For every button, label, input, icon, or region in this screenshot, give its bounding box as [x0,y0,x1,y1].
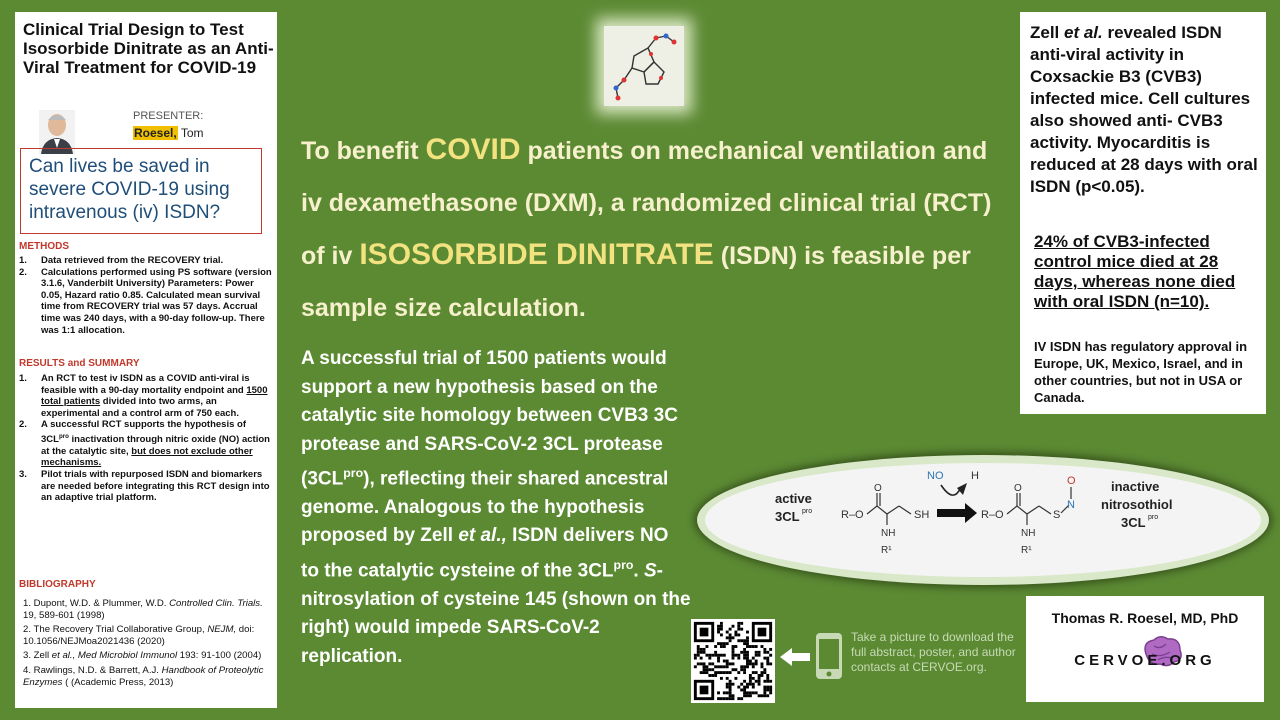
results-text-part: An RCT to test iv ISDN as a COVID anti-viral is feasible with a 90-day mortality endpoint and [41,373,250,396]
results-item-text [41,419,273,469]
results-item-text: Pilot trials with repurposed ISDN and biomarkers are needed before integrating this RCT design into an adaptive trial platform. [41,468,270,504]
headline-text: To benefit [301,137,426,165]
results-text-part: divided into two arms, an experimental and a control arm of 750 each. [41,396,239,419]
ref-text: doi: 10.1056/NEJMoa2021436 (2020) [23,624,255,647]
author-box [1026,596,1264,702]
r-o-group-product: R–O [981,509,1004,521]
left-panel [15,12,277,708]
ref-journal: NEJM, [207,624,237,636]
results-underlined: but does not exclude other mechanisms. [41,445,253,469]
bibliography-item [23,598,273,621]
body-italic: S [643,560,657,582]
poster-title: Clinical Trial Design to Test Isosorbide Dinitrate as an Anti-Viral Treatment for COVID-19 [23,20,274,77]
ref-text: 193: 91-100 (2004) [177,650,262,662]
body-text-part: A successful trial of 1500 patients would support a new hypothesis based on the catalytic site homology between CVB3 3C protease and SARS-CoV-2 3CL protease (3CL [301,348,678,490]
author-name: Thomas R. Roesel, MD, PhD [1051,610,1239,626]
ref-text: 1. Dupont, W.D. & Plummer, W.D. [23,598,170,609]
website-name[interactable]: CERVOE.ORG [1074,652,1216,669]
results-text-part: A successful RCT supports the hypothesis of 3CL [41,419,246,446]
ref-text: ( (Academic Press, 2013) [62,676,174,688]
inactive-pro-sup: pro [1148,514,1159,521]
ref-journal: Controlled Clin. Trials. [169,598,263,609]
ref-text: 2. The Recovery Trial Collaborative Group, [23,624,208,636]
reaction-diagram [697,455,1269,585]
results-list [19,373,273,504]
findings-italic: et al. [1064,23,1103,42]
research-question: Can lives be saved in severe COVID-19 using intravenous (iv) ISDN? [20,148,262,234]
body-text-part: . [633,560,644,582]
body-text-part: -nitrosylation of cysteine 145 (shown on the right) would impede SARS-CoV-2 replication. [301,560,691,667]
bibliography-item [23,650,273,662]
superscript-pro: pro [343,466,364,480]
results-item [19,469,273,504]
bibliography-heading: BIBLIOGRAPHY [19,579,96,590]
results-item [19,419,273,469]
ref-journal: et al., Med Microbiol Immunol [51,650,178,662]
methods-item-number: 2. [19,266,27,278]
nitroso-o: O [1067,475,1076,487]
results-item-text [41,373,273,419]
download-instructions: Take a picture to download the full abstract, poster, and author contacts at CERVOE.org. [851,630,1016,674]
reaction-scheme [705,463,1261,577]
body-text-part: ISDN delivers NO to the catalytic cysteine of the 3CL [301,525,669,582]
isdn-molecule-image [604,26,684,106]
regulatory-note: IV ISDN has regulatory approval in Europe, UK, Mexico, Israel, and in other countries, but not in USA or Canada. [1034,339,1248,405]
headline-text: (ISDN) is feasible per sample size calculation. [301,242,971,322]
results-underlined: 1500 total patients [41,384,268,408]
hydrogen-label: H [971,470,979,482]
hypothesis-text [301,345,691,671]
nitrosothiol-label: nitrosothiol [1101,497,1173,512]
mortality-finding: 24% of CVB3-infected control mice died at 28 days, whereas none died with oral ISDN (n=10). [1034,232,1236,311]
methods-item-text: Calculations performed using PS software (version 3.1.6, Vanderbilt University) Parameters: Power 0.05, Hazard ratio 0.85. Calculated mean survival time from RECOVERY trial was 57 days. Accrual time was 240 days, with a 90-day follow-up. There was 1:1 allocation. [41,266,272,336]
bibliography-item [23,624,273,647]
methods-item-text: Data retrieved from the RECOVERY trial. [41,255,224,266]
results-heading: RESULTS and SUMMARY [19,358,140,369]
findings-paragraph [1030,22,1262,198]
curved-arrow-icon [941,485,960,495]
active-pro-sup: pro [802,508,813,515]
presenter-first-name: Tom [180,126,204,140]
active-3cl-label: 3CL [775,509,800,524]
curved-arrow-head-icon [957,483,967,495]
reaction-arrow-icon [937,503,977,523]
arrow-left-icon [780,648,810,666]
active-structure [867,493,911,525]
qr-code[interactable] [691,619,775,703]
r1-group: R¹ [881,545,892,556]
ref-text: 4. Rawlings, N.D. & Barrett, A.J. [23,664,162,676]
methods-item [19,255,273,267]
product-amine-nh: NH [1021,528,1036,539]
thiol-sh: SH [914,509,930,521]
headline-covid: COVID [425,133,521,166]
headline-text: patients on mechanical ventilation and iv dexamethasone (DXM), a randomized clinical trial (RCT) of iv [301,137,992,270]
results-item-number: 3. [19,468,27,480]
phone-icon [815,632,843,680]
carbonyl-o: O [874,483,882,494]
sulfur-s: S [1053,509,1061,521]
body-text-part: ), reflecting their shared ancestral genome. Analogous to the hypothesis proposed by Zell [301,468,669,547]
results-text-part: inactivation through nitric oxide (NO) action at the catalytic site, [41,434,270,457]
ref-text: 3. Zell [23,650,52,662]
product-carbonyl-o: O [1014,483,1022,494]
headline [301,124,1001,334]
superscript-pro: pro [58,432,69,440]
bibliography-item [23,665,273,688]
product-r1-group: R¹ [1021,545,1032,556]
active-label: active [775,491,812,506]
qr-pattern [691,619,775,703]
findings-text: revealed ISDN anti-viral activity in Coxsackie B3 (CVB3) infected mice. Cell cultures also showed anti- CVB3 activity. Myocarditis is reduced at 28 days with oral ISDN (p<0.05). [1030,23,1258,196]
methods-item-number: 1. [19,255,27,266]
body-italic: et al., [458,525,507,547]
amine-nh: NH [881,528,896,539]
findings-text: Zell [1030,23,1065,42]
nitric-oxide-label: NO [927,470,944,482]
inactive-label: inactive [1111,479,1160,494]
headline-isdn: ISOSORBIDE DINITRATE [359,238,714,271]
methods-heading: METHODS [19,241,69,252]
ref-journal: Handbook of Proteolytic Enzymes [23,664,264,688]
presenter-name [133,126,203,140]
ref-text: 19, 589-601 (1998) [23,609,105,621]
presenter-label: PRESENTER: [133,110,204,122]
superscript-pro: pro [613,557,634,572]
findings-box [1020,12,1266,414]
inactive-3cl-label: 3CL [1121,515,1146,530]
bibliography-list [23,598,273,691]
methods-item [19,267,273,337]
results-item-number: 2. [19,419,27,431]
nitroso-n: N [1067,499,1075,511]
results-item-number: 1. [19,373,27,384]
presenter-last-name: Roesel, [134,126,177,140]
results-item [19,373,273,419]
r-o-group: R–O [841,509,864,521]
methods-list [19,255,273,336]
